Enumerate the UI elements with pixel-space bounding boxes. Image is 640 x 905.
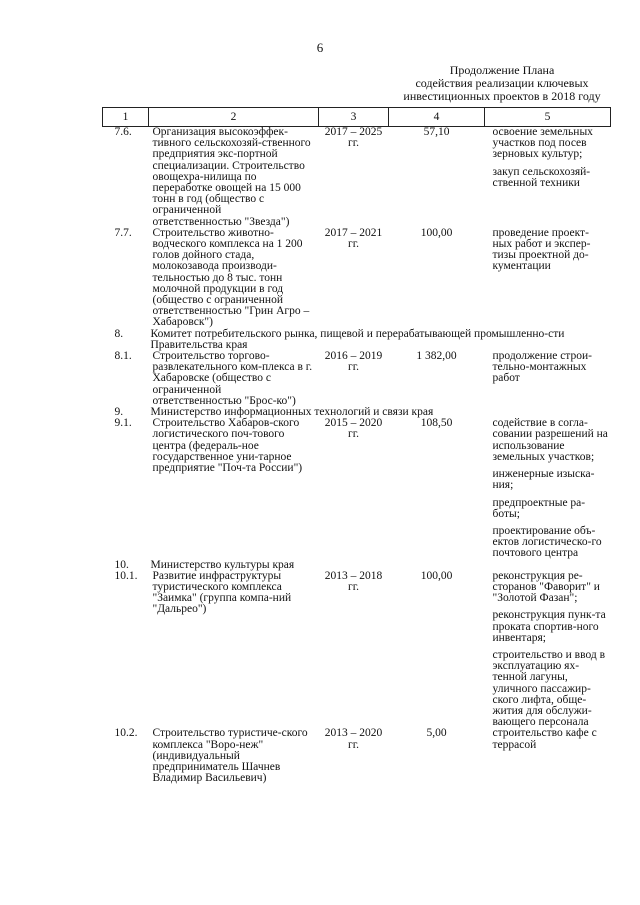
header-col-1: 1 [103, 108, 149, 127]
table-row [103, 728, 611, 784]
project-name: Строительство туристиче-ского комплекса "Воро-неж" (индивидуальный предприниматель Шачнев Владимир Васильевич) [152, 727, 308, 785]
project-name: Строительство Хабаров-ского логистического поч-тового центра (федераль-ное государственное уни-тарное предприятие "Поч-та России") [152, 417, 303, 475]
project-name: Строительство торгово-развлекательного ком-плекса в г. Хабаровске (общество с ограниченной ответственностью "Брос-ко") [152, 350, 313, 407]
project-name: Строительство животно-водческого комплекса на 1 200 голов дойного стада, молокозавода производи-тельностью до 8 тыс. тонн молочной продукции в год (общество с ограниченной ответственностью "Грин Агро – Хабаровск") [152, 226, 310, 329]
project-results [485, 571, 611, 729]
project-results [485, 351, 611, 407]
header-col-3: 3 [319, 108, 389, 127]
row-number: 10.2. [114, 727, 138, 740]
section-title: Министерство культуры края [150, 558, 295, 571]
row-number: 8.1. [114, 350, 132, 363]
result-item: закуп сельскохозяй-ственной техники [492, 165, 591, 189]
project-amount: 5,00 [426, 727, 447, 740]
project-dates: 2013 – 2020 гг. [324, 727, 383, 751]
project-amount: 108,50 [420, 417, 453, 430]
row-number: 9.1. [114, 417, 132, 430]
result-item: инженерные изыска-ния; [492, 468, 595, 492]
section-number: 9. [114, 406, 124, 419]
result-item: проведение проект-ных работ и экспер-тизы проектной до-кументации [492, 226, 591, 273]
project-results [485, 418, 611, 559]
result-item: строительство и ввод в эксплуатацию ях-тенной лагуны, уличного пассажир-ского лифта, обще-жития для обслужи-вающего персонала [492, 648, 606, 729]
result-item: реконструкция пунк-та проката спортив-ного инвентаря; [492, 609, 606, 644]
project-dates: 2015 – 2020 гг. [324, 417, 383, 441]
result-item: содействие в согла-совании разрешений на использование земельных участков; [492, 417, 608, 463]
table-body [103, 127, 611, 785]
project-amount: 57,10 [423, 126, 450, 138]
project-results [485, 728, 611, 784]
project-results [485, 228, 611, 329]
result-item: предпроектные ра-боты; [492, 496, 586, 520]
header-col-5: 5 [485, 108, 611, 127]
project-name: Развитие инфраструктуры туристического комплекса "Заимка" (группа компа-ний "Дальрео") [152, 569, 292, 616]
project-amount: 100,00 [420, 226, 453, 239]
project-amount: 100,00 [420, 569, 453, 582]
header-col-4: 4 [389, 108, 485, 127]
table-row [103, 228, 611, 329]
table-header [103, 108, 611, 127]
page-number: 6 [316, 40, 324, 55]
section-title: Министерство информационных технологий и связи края [150, 406, 434, 419]
row-number: 7.7. [114, 226, 132, 239]
project-dates: 2013 – 2018 гг. [324, 569, 383, 593]
section-title: Комитет потребительского рынка, пищевой и перерабатывающей промышленно-сти Правительства края [150, 327, 565, 351]
header-row [103, 108, 611, 127]
section-number: 8. [114, 327, 124, 340]
project-dates: 2016 – 2019 гг. [324, 350, 383, 374]
project-dates: 2017 – 2021 гг. [324, 226, 383, 251]
project-name: Организация высокоэффек-тивного сельскохозяй-ственного предприятия экс-портной специализации. Строительство овощехра-нилища по переработке овощей на 15 000 тонн в год (общество с ограниченной ответственностью "Звезда") [152, 126, 311, 228]
project-amount: 1 382,00 [416, 350, 457, 363]
section-row [103, 329, 611, 351]
table-row [103, 418, 611, 559]
table-row [103, 127, 611, 228]
table-row [103, 571, 611, 729]
header-col-2: 2 [149, 108, 319, 127]
continuation-line-1: Продолжение Плана [449, 63, 555, 77]
project-dates: 2017 – 2025 гг. [324, 126, 383, 150]
plan-table [102, 107, 611, 784]
result-item: продолжение строи-тельно-монтажных работ [492, 350, 592, 385]
section-number: 10. [114, 558, 129, 571]
continuation-line-2: содействия реализации ключевых [415, 76, 589, 90]
result-item: освоение земельных участков под посев зерновых культур; [492, 126, 593, 161]
row-number: 10.1. [114, 569, 138, 582]
project-results [485, 127, 611, 228]
result-item: строительство кафе с террасой [492, 727, 597, 751]
table-row [103, 351, 611, 407]
result-item: проектирование объ-ектов логистическо-го почтового центра [492, 524, 602, 560]
row-number: 7.6. [114, 126, 132, 138]
continuation-line-3: инвестиционных проектов в 2018 году [403, 89, 601, 103]
continuation-heading [382, 64, 622, 103]
result-item: реконструкция ре-сторанов "Фаворит" и "Золотой Фазан"; [492, 569, 600, 605]
